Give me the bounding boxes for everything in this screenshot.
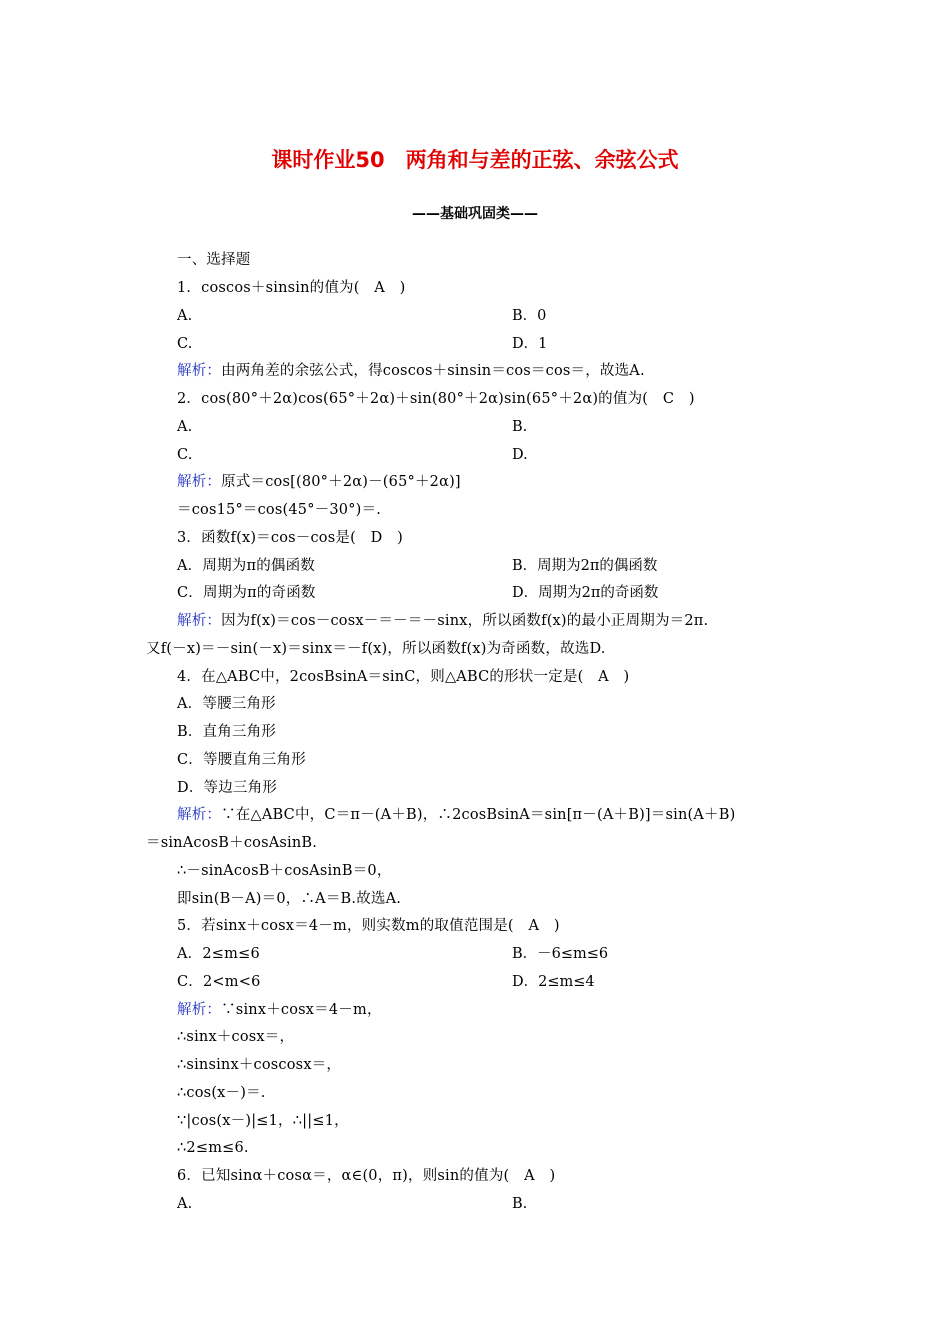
q5-solution	[177, 1000, 382, 1020]
q5-option-a: A．2≤m≤6	[177, 946, 260, 962]
q5-solution-line-2: ∴sinx＋cosx＝，	[177, 1029, 295, 1045]
solution-label: 解析：	[177, 363, 222, 379]
page-title: 课时作业50 两角和与差的正弦、余弦公式	[271, 148, 679, 172]
q3-solution-line-1: 因为f(x)＝cos－cosx－＝－＝－sinx，所以函数f(x)的最小正周期为＝2π.	[221, 613, 709, 629]
q2-option-c: C.	[177, 447, 193, 463]
q3-option-d: D．周期为2π的奇函数	[512, 585, 659, 601]
q1-solution-text: 由两角差的余弦公式，得coscos＋sinsin＝cos＝cos＝，故选A.	[221, 363, 645, 379]
q5-solution-line-5: ∵|cos(x－)|≤1，∴||≤1，	[177, 1113, 349, 1129]
question-3-stem: 3．函数f(x)＝cos－cos是( D )	[177, 530, 404, 546]
section-subtitle: ——基础巩固类——	[412, 206, 538, 222]
q1-option-c: C.	[177, 336, 193, 352]
question-4-stem: 4．在△ABC中，2cosBsinA＝sinC，则△ABC的形状一定是( A )	[177, 669, 630, 685]
q6-option-b: B.	[512, 1196, 528, 1212]
q4-option-c: C．等腰直角三角形	[177, 752, 306, 768]
q5-option-b: B．－6≤m≤6	[512, 946, 609, 962]
solution-label: 解析：	[177, 807, 222, 823]
question-5-stem: 5．若sinx＋cosx＝4－m，则实数m的取值范围是( A )	[177, 918, 560, 934]
q2-option-a: A.	[177, 419, 193, 435]
q5-solution-line-6: ∴2≤m≤6.	[177, 1140, 249, 1156]
q1-option-d: D．1	[512, 336, 548, 352]
q3-solution	[177, 611, 708, 631]
q2-solution-line-1: 原式＝cos[(80°＋2α)－(65°＋2α)]	[221, 474, 461, 490]
q3-option-b: B．周期为2π的偶函数	[512, 558, 658, 574]
question-2-stem: 2．cos(80°＋2α)cos(65°＋2α)＋sin(80°＋2α)sin(65°＋2α)的值为( C )	[177, 391, 695, 407]
q5-solution-line-3: ∴sinsinx＋coscosx＝，	[177, 1057, 342, 1073]
q1-option-b: B．0	[512, 308, 547, 324]
q4-solution-line-1: ∵在△ABC中，C＝π－(A＋B)，∴2cosBsinA＝sin[π－(A＋B)]＝sin(A＋B)	[221, 807, 736, 823]
q4-option-b: B．直角三角形	[177, 724, 277, 740]
q5-option-d: D．2≤m≤4	[512, 974, 595, 990]
q1-option-a: A.	[177, 308, 193, 324]
q4-option-d: D．等边三角形	[177, 780, 278, 796]
solution-label: 解析：	[177, 613, 222, 629]
q2-solution	[177, 472, 461, 492]
q2-option-d: D.	[512, 447, 528, 463]
question-6-stem: 6．已知sinα＋cosα＝，α∈(0，π)，则sin的值为( A )	[177, 1168, 556, 1184]
q4-solution-line-2: ＝sinAcosB＋cosAsinB.	[146, 835, 318, 851]
q6-option-a: A.	[177, 1196, 193, 1212]
q4-option-a: A．等腰三角形	[177, 696, 276, 712]
q3-solution-line-2: 又f(－x)＝－sin(－x)＝sinx＝－f(x)，所以函数f(x)为奇函数，故选D.	[146, 641, 606, 657]
q5-option-c: C．2<m<6	[177, 974, 261, 990]
q2-solution-line-2: ＝cos15°＝cos(45°－30°)＝.	[177, 502, 382, 518]
q5-solution-line-1: ∵sinx＋cosx＝4－m，	[221, 1002, 382, 1018]
q5-solution-line-4: ∴cos(x－)＝.	[177, 1085, 266, 1101]
q4-solution-line-4: 即sin(B－A)＝0，∴A＝B.故选A.	[177, 891, 402, 907]
solution-label: 解析：	[177, 474, 222, 490]
q4-solution	[177, 805, 735, 825]
section-heading: 一、选择题	[177, 252, 251, 268]
q1-solution	[177, 361, 645, 381]
q3-option-c: C．周期为π的奇函数	[177, 585, 316, 601]
q3-option-a: A．周期为π的偶函数	[177, 558, 316, 574]
question-1-stem: 1．coscos＋sinsin的值为( A )	[177, 280, 406, 296]
q2-option-b: B.	[512, 419, 528, 435]
solution-label: 解析：	[177, 1002, 222, 1018]
q4-solution-line-3: ∴－sinAcosB＋cosAsinB＝0，	[177, 863, 392, 879]
